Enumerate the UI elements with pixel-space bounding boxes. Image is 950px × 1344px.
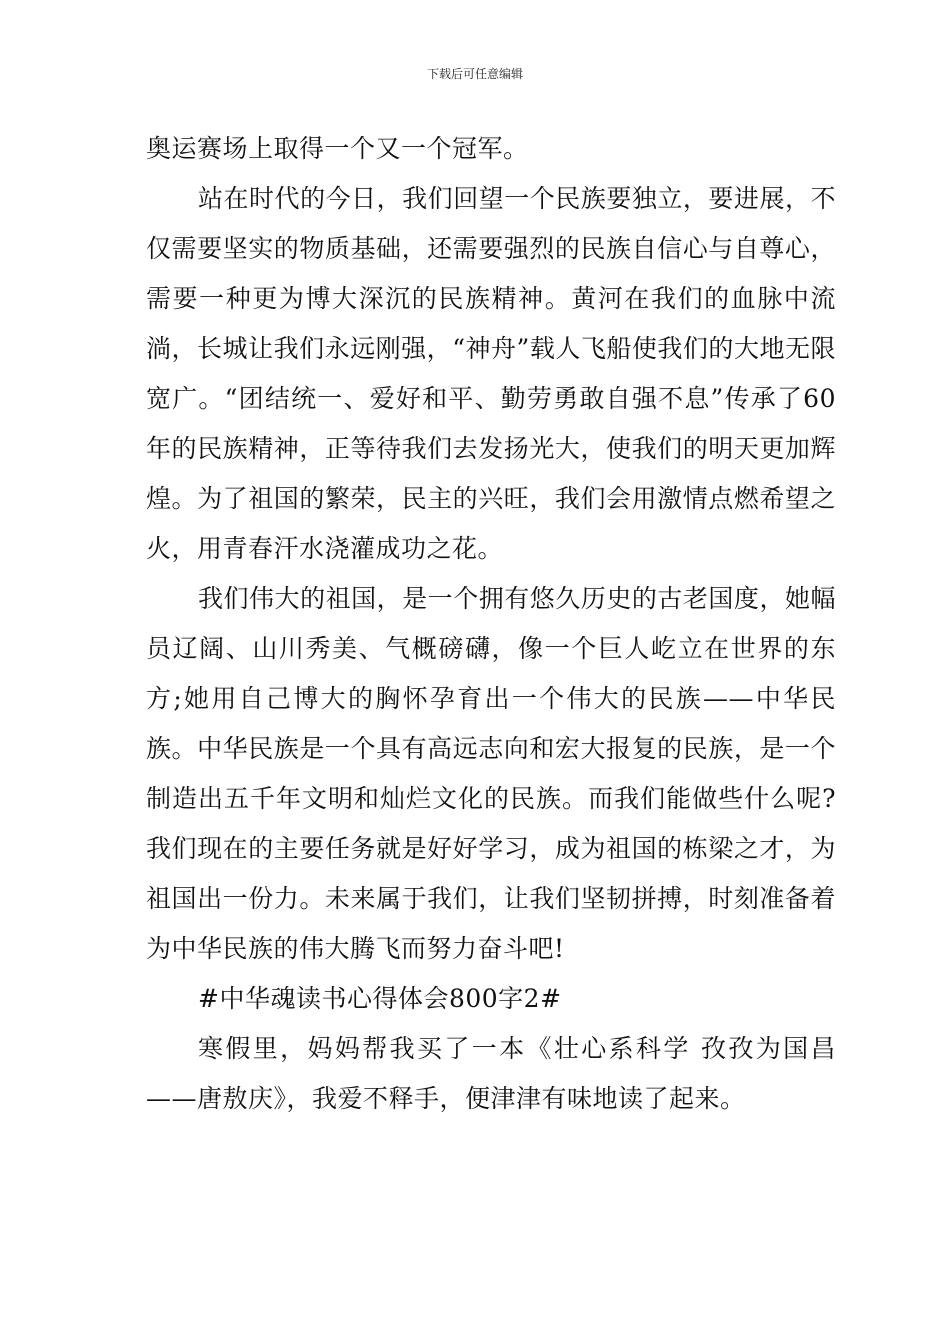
page-header: 下载后可任意编辑 — [426, 67, 523, 81]
paragraph-1: 奥运赛场上取得一个又一个冠军。 — [146, 134, 529, 163]
section-heading: #中华魂读书心得体会800字2# — [198, 984, 562, 1013]
paragraph-2: 站在时代的今日，我们回望一个民族要独立，要进展，不仅需要坚实的物质基础，还需要强烈的民族自信心与自尊心，需要一种更为博大深沉的民族精神。黄河在我们的血脉中流淌，长城让我们永远刚强，“神舟”载人飞船使我们的大地无限宽广。“团结统一、爱好和平、勤劳勇敢自强不息”传承了60年的民族精神，正等待我们去发扬光大，使我们的明天更加辉煌。为了祖国的繁荣，民主的兴旺，我们会用激情点燃希望之火，用青春汗水浇灌成功之花。 — [146, 184, 836, 563]
paragraph-3: 我们伟大的祖国，是一个拥有悠久历史的古老国度，她幅员辽阔、山川秀美、气概磅礴，像一个巨人屹立在世界的东方;她用自己博大的胸怀孕育出一个伟大的民族——中华民族。中华民族是一个具有高远志向和宏大报复的民族，是一个制造出五千年文明和灿烂文化的民族。而我们能做些什么呢?我们现在的主要任务就是好好学习，成为祖国的栋梁之才，为祖国出一份力。未来属于我们，让我们坚韧拼搏，时刻准备着为中华民族的伟大腾飞而努力奋斗吧! — [146, 584, 836, 963]
document-body — [146, 124, 836, 1124]
paragraph-4: 寒假里，妈妈帮我买了一本《壮心系科学 孜孜为国昌——唐敖庆》，我爱不释手，便津津有味地读了起来。 — [146, 1034, 836, 1113]
